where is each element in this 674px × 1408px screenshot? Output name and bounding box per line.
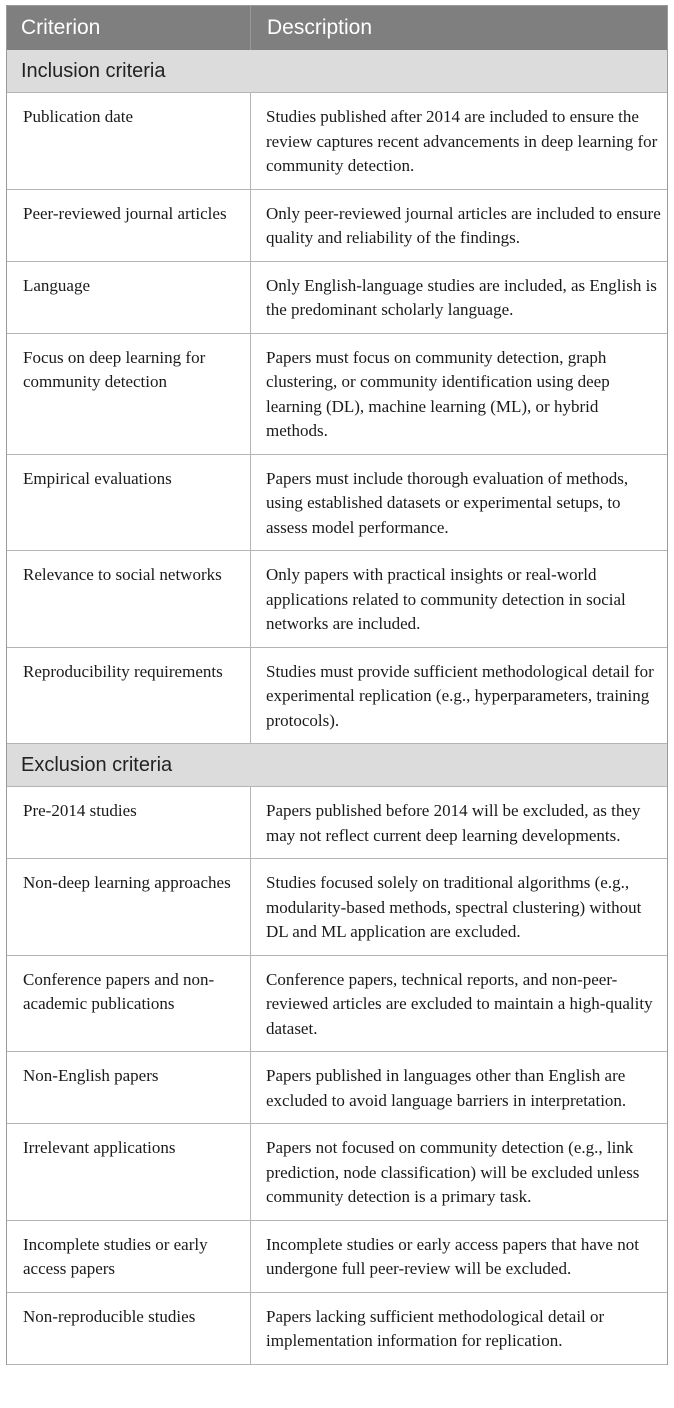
table-row: [7, 455, 667, 552]
criterion-column-header: Criterion: [7, 6, 251, 50]
table-row: [7, 190, 667, 262]
section-heading: Exclusion criteria: [7, 744, 667, 787]
criterion-cell: Non-reproducible studies: [7, 1293, 251, 1364]
table-row: [7, 956, 667, 1053]
description-cell: Papers published before 2014 will be excluded, as they may not reflect current deep learning developments.: [266, 801, 641, 845]
description-cell: Only English-language studies are included, as English is the predominant scholarly language.: [266, 275, 657, 319]
description-cell: Papers published in languages other than English are excluded to avoid language barriers in interpretation.: [266, 1066, 627, 1110]
table-row: [7, 859, 667, 956]
description-cell: Studies must provide sufficient methodological detail for experimental replication (e.g., hyperparameters, training protocols).: [266, 661, 654, 730]
criterion-cell: Non-deep learning approaches: [7, 859, 251, 955]
description-cell: Only peer-reviewed journal articles are included to ensure quality and reliability of the findings.: [266, 203, 661, 247]
criterion-cell: Conference papers and non-academic publications: [7, 956, 251, 1052]
table-body: [7, 50, 667, 1365]
description-cell: Studies focused solely on traditional algorithms (e.g., modularity-based methods, spectral clustering) without DL and ML application are excluded.: [266, 873, 642, 941]
criterion-cell: Relevance to social networks: [7, 551, 251, 647]
table-row: [7, 334, 667, 455]
table-row: [7, 262, 667, 334]
criterion-cell: Language: [7, 262, 251, 333]
table-header: [7, 6, 667, 50]
description-cell: Papers lacking sufficient methodological detail or implementation information for replication.: [266, 1306, 605, 1350]
criterion-cell: Publication date: [7, 93, 251, 189]
table-row: [7, 1052, 667, 1124]
criterion-cell: Incomplete studies or early access papers: [7, 1221, 251, 1292]
description-cell: Papers not focused on community detection (e.g., link prediction, node classification) will be excluded unless community detection is a primary task.: [266, 1138, 640, 1206]
description-cell: Papers must include thorough evaluation of methods, using established datasets or experimental setups, to assess model performance.: [266, 468, 629, 537]
criterion-cell: Pre-2014 studies: [7, 787, 251, 858]
table-row: [7, 93, 667, 190]
description-cell: Incomplete studies or early access papers that have not undergone full peer-review will be excluded.: [266, 1234, 639, 1278]
table-row: [7, 1293, 667, 1365]
table-row: [7, 787, 667, 859]
table-row: [7, 1124, 667, 1221]
criterion-cell: Non-English papers: [7, 1052, 251, 1123]
criterion-cell: Irrelevant applications: [7, 1124, 251, 1220]
description-cell: Papers must focus on community detection, graph clustering, or community identification using deep learning (DL), machine learning (ML), or hybrid methods.: [266, 347, 610, 440]
criterion-cell: Reproducibility requirements: [7, 648, 251, 744]
criterion-cell: Empirical evaluations: [7, 455, 251, 551]
criterion-cell: Peer-reviewed journal articles: [7, 190, 251, 261]
table-row: [7, 1221, 667, 1293]
description-cell: Conference papers, technical reports, and non-peer-reviewed articles are excluded to maintain a high-quality dataset.: [266, 969, 653, 1038]
criteria-table: [6, 5, 668, 1365]
table-row: [7, 648, 667, 745]
description-column-header: Description: [267, 16, 373, 39]
criterion-cell: Focus on deep learning for community detection: [7, 334, 251, 454]
description-cell: Studies published after 2014 are included to ensure the review captures recent advancements in deep learning for community detection.: [266, 107, 658, 175]
table-row: [7, 551, 667, 648]
description-cell: Only papers with practical insights or real-world applications related to community detection in social networks are included.: [266, 565, 626, 633]
section-heading: Inclusion criteria: [7, 50, 667, 93]
